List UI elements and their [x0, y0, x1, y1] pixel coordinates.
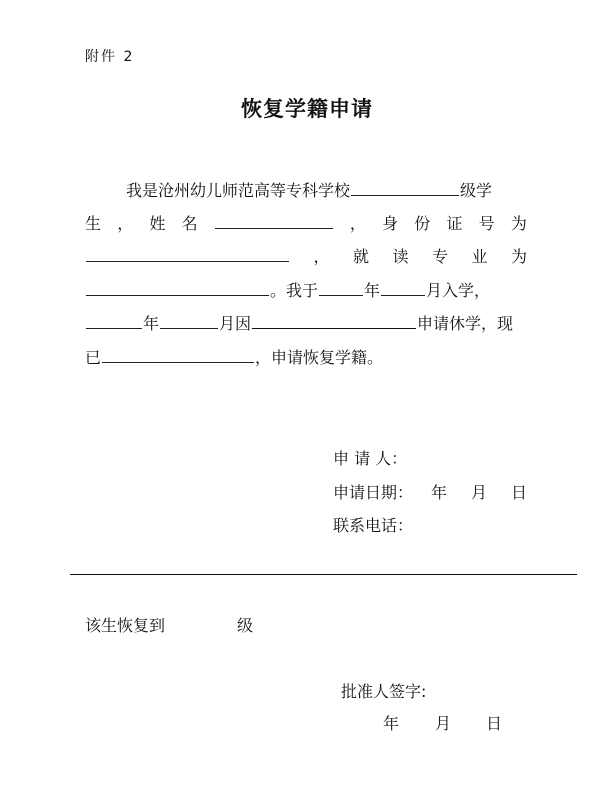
char-shen: 身 [382, 214, 399, 233]
paragraph-line-1 [126, 178, 492, 202]
id-number-blank[interactable] [86, 244, 289, 262]
name-blank[interactable] [215, 211, 333, 229]
approval-day: 日 [486, 714, 503, 733]
phone-label: 联系电话： [333, 516, 414, 535]
enroll-month-blank[interactable] [381, 278, 425, 296]
restore-to-label: 该生恢复到 [85, 616, 166, 635]
paragraph-line-6 [85, 345, 383, 369]
grade-student-text: 级学 [460, 181, 493, 200]
request-text: ，申请恢复学籍。 [255, 348, 384, 367]
char-hao: 号 [478, 214, 495, 233]
char-fen: 份 [414, 214, 431, 233]
char-wei: 为 [510, 214, 527, 233]
char-jiu: 就 [352, 247, 369, 266]
approval-month: 月 [435, 714, 452, 733]
char-ye: 业 [471, 247, 488, 266]
year-text: 年 [143, 314, 160, 333]
application-date-label: 申请日期： [333, 483, 414, 502]
already-text: 已 [85, 348, 102, 367]
suspend-month-blank[interactable] [160, 311, 218, 329]
attachment-label: 附件 2 [85, 49, 135, 65]
applicant-label: 申 请 人： [333, 449, 408, 468]
suspend-reason-blank[interactable] [252, 311, 416, 329]
approval-year: 年 [383, 714, 400, 733]
paragraph-line-3 [85, 244, 527, 268]
comma: ， [349, 214, 366, 233]
page-title: 恢复学籍申请 [241, 97, 373, 121]
comma: ， [117, 214, 134, 233]
current-status-blank[interactable] [102, 345, 254, 363]
school-text: 我是沧州幼儿师范高等专科学校 [126, 181, 351, 200]
char-du: 读 [392, 247, 409, 266]
section-divider [70, 574, 577, 575]
approver-signature-label: 批准人签字: [341, 682, 427, 701]
enroll-text: 。我于 [270, 281, 319, 300]
date-day: 日 [511, 483, 528, 502]
char-sheng: 生 [85, 214, 102, 233]
paragraph-line-4 [85, 278, 490, 302]
restore-grade-label: 级 [237, 616, 254, 635]
char-ming: 名 [181, 214, 198, 233]
char-xing: 姓 [149, 214, 166, 233]
suspend-year-blank[interactable] [86, 311, 142, 329]
comma: ， [313, 247, 330, 266]
paragraph-line-5 [85, 311, 513, 335]
grade-blank[interactable] [351, 178, 459, 196]
major-blank[interactable] [86, 278, 269, 296]
suspend-text: 申请休学，现 [417, 314, 514, 333]
month-reason-text: 月因 [219, 314, 252, 333]
date-month: 月 [471, 483, 488, 502]
date-year: 年 [431, 483, 448, 502]
year-text: 年 [364, 281, 381, 300]
enroll-month-text: 月入学， [426, 281, 491, 300]
paragraph-line-2 [85, 211, 527, 235]
char-zheng: 证 [446, 214, 463, 233]
char-zhuan: 专 [431, 247, 448, 266]
enroll-year-blank[interactable] [319, 278, 363, 296]
char-wei: 为 [510, 247, 527, 266]
